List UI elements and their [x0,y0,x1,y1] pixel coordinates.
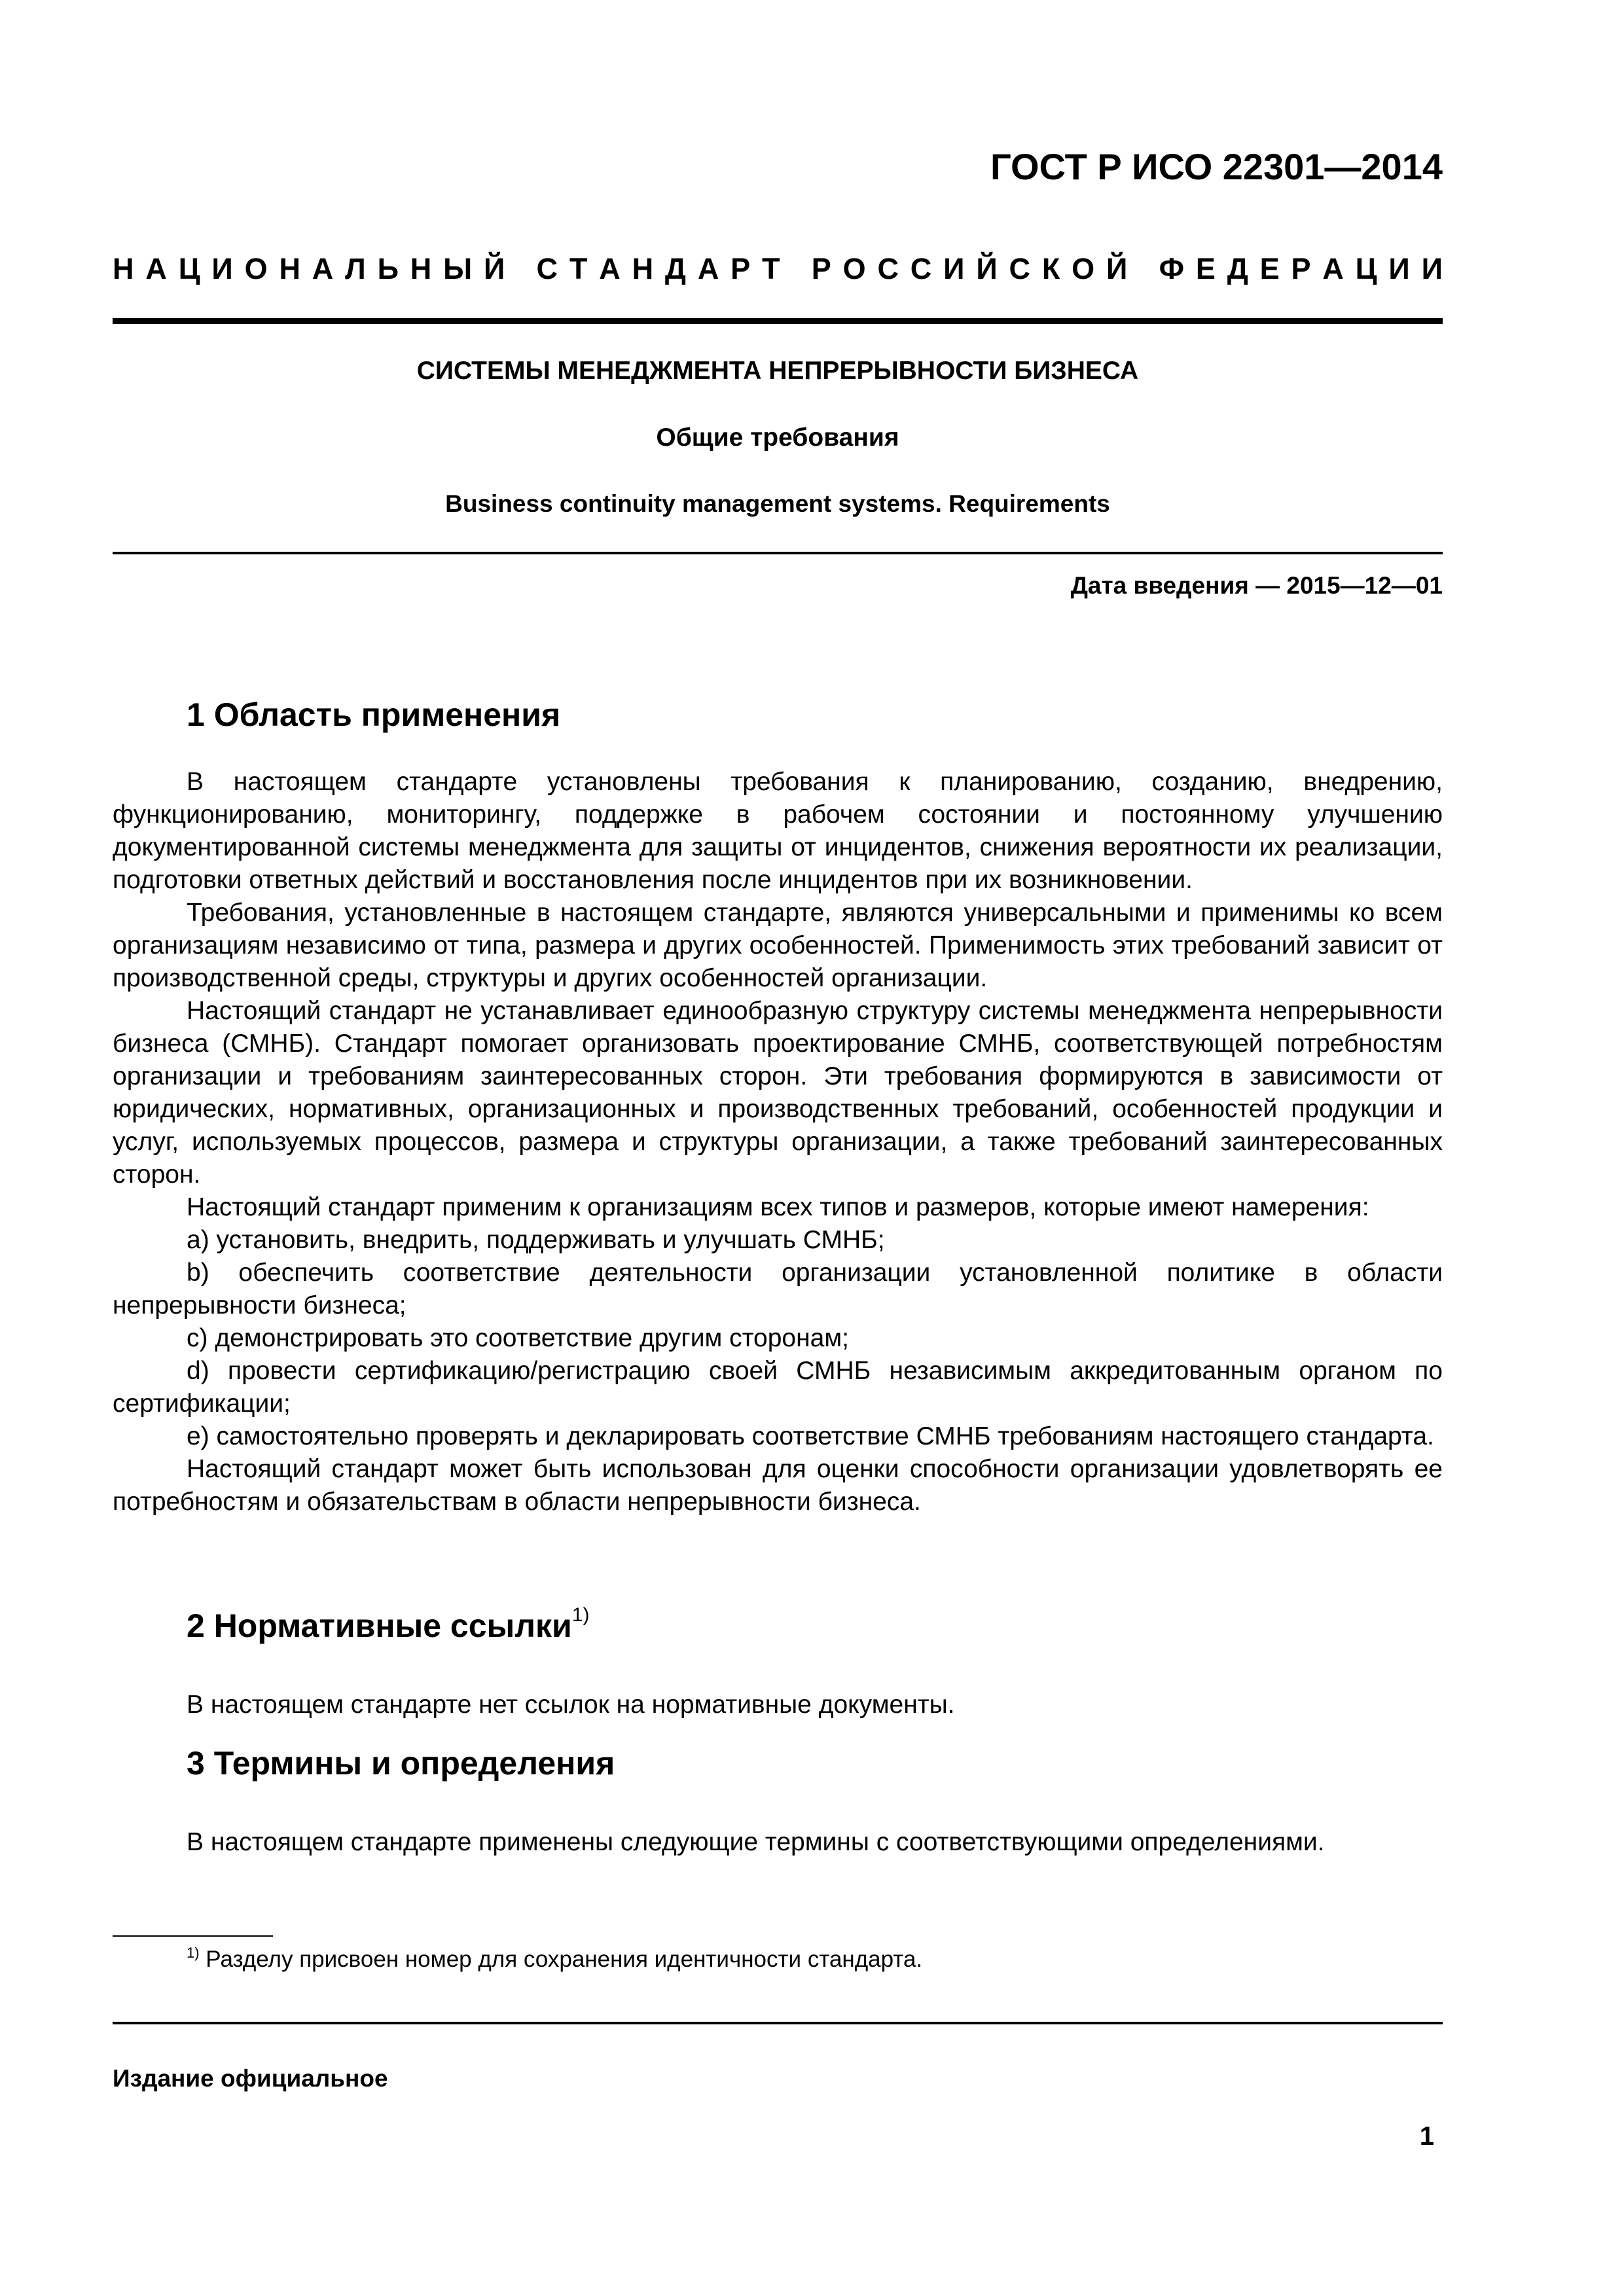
paragraph: В настоящем стандарте применены следующие термины с соответствующими определениями. [187,1828,1325,1856]
banner-letter: Н [410,252,432,285]
banner-letter: С [910,252,932,285]
banner-letter: С [877,252,899,285]
section-3-body [113,1826,1443,1859]
list-item: d) провести сертификацию/регистрацию своей СМНБ независимым аккредитованным органом по сертификации; [113,1357,1443,1418]
section-2-heading [187,1604,590,1645]
list-item: e) самостоятельно проверять и декларировать соответствие СМНБ требованиям настоящего стандарта. [187,1422,1434,1450]
section-3-heading: 3 Термины и определения [187,1745,615,1782]
banner-letter: Ы [443,252,473,285]
banner-letter: И [943,252,965,285]
banner-letter: И [211,252,233,285]
banner-letter: Н [632,252,654,285]
list-item: c) демонстрировать это соответствие другим сторонам; [187,1324,850,1352]
banner-letter: А [145,252,167,285]
paragraph: Требования, установленные в настоящем стандарте, являются универсальными и применимы ко всем организациям независимо от типа, размера и других особенностей. Применимость этих требований зависит от производственной среды, структуры и других особенностей организации. [113,899,1443,992]
banner-gap [1139,252,1147,286]
banner-letter: С [536,252,558,285]
banner-letter: Е [1259,252,1280,285]
page-number: 1 [1419,2122,1434,2151]
banner-letter: Ф [1159,252,1184,285]
banner-letter: Н [279,252,300,285]
banner-letter: И [1421,252,1443,285]
banner-letter: Й [976,252,998,285]
banner-letter: Е [1195,252,1216,285]
banner-letter: И [1388,252,1410,285]
header-rule-thin [113,552,1443,554]
introduction-date: Дата введения — 2015—12—01 [1070,572,1443,599]
header-rule-thick [113,318,1443,324]
section-2-body [113,1689,1443,1721]
paragraph: Настоящий стандарт не устанавливает единообразную структуру системы менеджмента непрерывности бизнеса (СМНБ). Стандарт помогает организовать проектирование СМНБ, соответствующей потребностям организации и требованиям заинтересованных сторон. Эти требования формируются в зависимости от юридических, нормативных, организационных и производственных требований, особенностей продукции и услуг, используемых процессов, размера и структуры организации, а также требований заинтересованных сторон. [113,997,1443,1189]
banner-letter: Л [345,252,366,285]
standard-code: ГОСТ Р ИСО 22301—2014 [990,146,1443,187]
paragraph: В настоящем стандарте установлены требования к планированию, созданию, внедрению, функционированию, мониторингу, поддержке в рабочем состоянии и постоянному улучшению документированной системы менеджмента для защиты от инцидентов, снижения вероятности их реализации, подготовки ответных действий и восстановления после инцидентов при их возникновении. [113,768,1443,894]
banner-gap [516,252,525,286]
footnote-separator [113,1935,273,1937]
paragraph: Настоящий стандарт может быть использован для оценки способности организации удовлетворять ее потребностям и обязательствам в области непрерывности бизнеса. [113,1455,1443,1516]
banner-gap [791,252,800,286]
banner-letter: А [312,252,334,285]
banner-letter: С [1009,252,1031,285]
banner-letter: Ц [1355,252,1377,285]
paragraph: В настоящем стандарте нет ссылок на нормативные документы. [187,1691,955,1719]
footnote-reference: 1) [571,1604,590,1626]
banner-letter: Т [569,252,588,285]
banner-letter: Й [1106,252,1128,285]
footnote-mark: 1) [187,1945,200,1961]
banner-letter: Р [811,252,831,285]
footer-rule [113,2022,1443,2024]
section-1-body [113,766,1443,1518]
document-title: СИСТЕМЫ МЕНЕДЖМЕНТА НЕПРЕРЫВНОСТИ БИЗНЕСА [416,357,1139,385]
footnote [187,1946,922,1973]
banner-letter: О [244,252,268,285]
banner-letter: Д [664,252,686,285]
banner-letter: Д [1227,252,1248,285]
banner-letter: Т [762,252,780,285]
banner-letter: О [842,252,866,285]
banner-letter: Р [731,252,751,285]
banner-letter: Н [113,252,134,285]
list-item: b) обеспечить соответствие деятельности организации установленной политике в области непрерывности бизнеса; [113,1259,1443,1319]
banner-letter: К [1041,252,1060,285]
national-standard-banner [113,252,1443,286]
banner-letter: А [599,252,621,285]
banner-letter: А [697,252,719,285]
banner-letter: Й [484,252,505,285]
banner-letter: Р [1291,252,1311,285]
list-item: a) установить, внедрить, поддерживать и улучшать СМНБ; [187,1226,885,1254]
document-title-english: Business continuity management systems. Requirements [445,490,1110,517]
section-1-heading: 1 Область применения [187,696,561,733]
section-2-heading-text: 2 Нормативные ссылки [187,1607,572,1644]
paragraph: Настоящий стандарт применим к организациям всех типов и размеров, которые имеют намерения: [187,1193,1369,1221]
banner-letter: Ц [178,252,200,285]
banner-letter: О [1072,252,1095,285]
banner-letter: А [1322,252,1344,285]
banner-letter: Ь [377,252,399,285]
edition-label: Издание официальное [113,2065,388,2092]
footnote-text: Разделу присвоен номер для сохранения идентичности стандарта. [206,1946,923,1972]
document-subtitle: Общие требования [656,423,899,452]
